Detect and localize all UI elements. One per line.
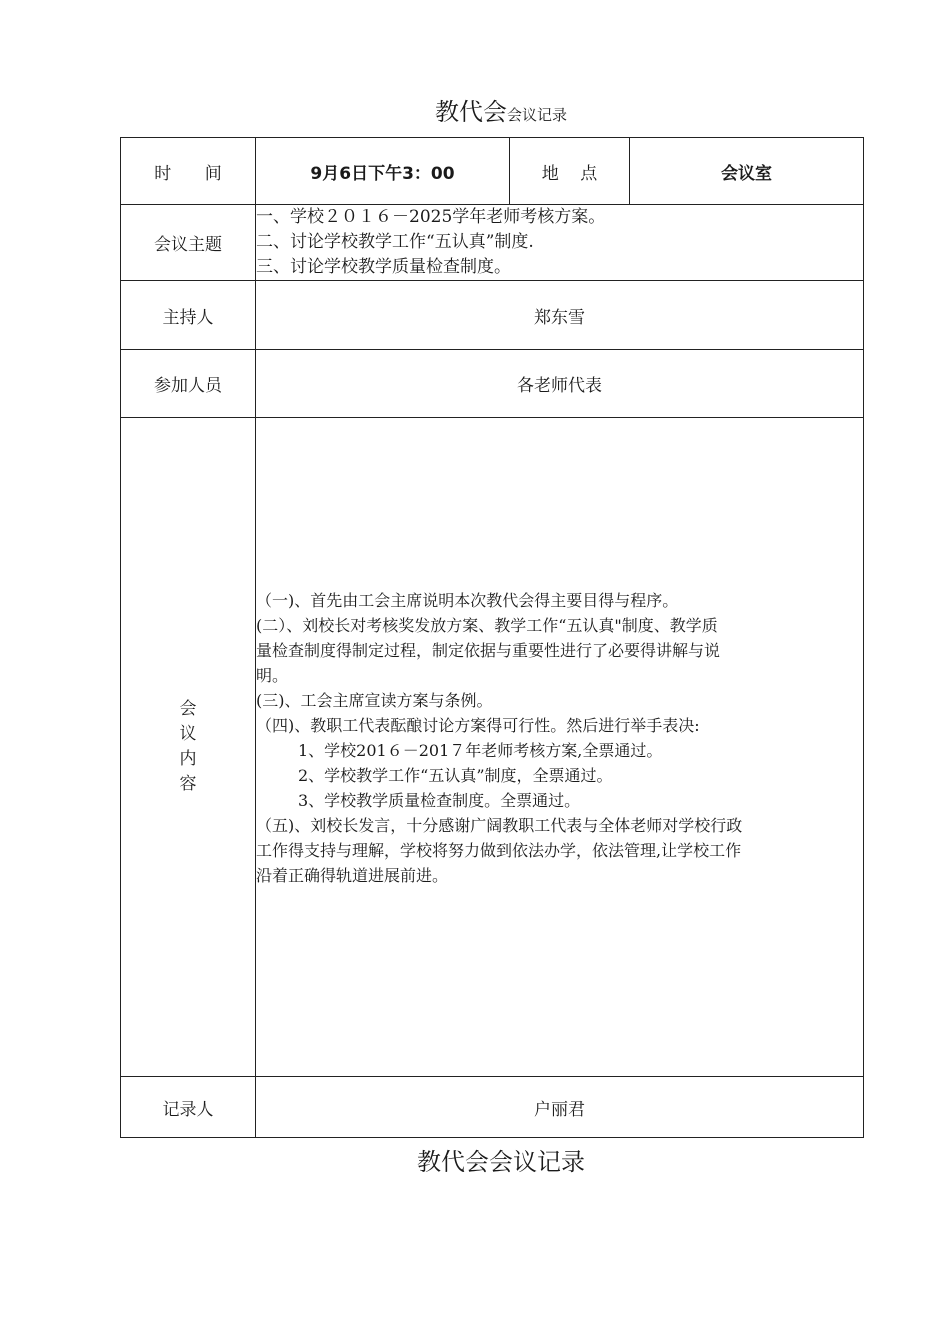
content-line: 明。: [256, 666, 289, 685]
row-content: [121, 418, 864, 1077]
content-label: [121, 418, 256, 1077]
content-line-vote: 3、学校教学质量检查制度。全票通过。: [298, 791, 581, 810]
title-main-text: 教代会: [434, 98, 507, 126]
content-label-char: 内: [179, 749, 197, 769]
row-time-place: [121, 138, 864, 205]
content-line: 量检查制度得制定过程，制定依据与重要性进行了必要得讲解与说: [256, 641, 721, 660]
content-label-char: 会: [179, 699, 197, 719]
topic-list: [256, 205, 864, 281]
topic-item: 三、讨论学校教学质量检查制度。: [256, 257, 511, 277]
row-host: [121, 281, 864, 350]
attendees-label: 参加人员: [121, 350, 256, 418]
attendees-value: 各老师代表: [256, 350, 864, 418]
content-line-vote: 2、学校教学工作“五认真”制度，全票通过。: [298, 766, 613, 785]
content-line: （一)、首先由工会主席说明本次教代会得主要目得与程序。: [256, 591, 679, 610]
topic-item: 一、学校２０１６－2025学年老师考核方案。: [256, 207, 606, 227]
content-lines: [256, 418, 863, 888]
meeting-record-table: [120, 137, 864, 1138]
content-line: (二）、刘校长对考核奖发放方案、教学工作“五认真"制度、教学质: [256, 616, 718, 635]
row-attendees: [121, 350, 864, 418]
document-title-bottom: 教代会会议记录: [417, 1148, 585, 1176]
time-label: 时 间: [121, 138, 256, 205]
content-line-vote: 1、学校201６－201７年老师考核方案,全票通过。: [298, 741, 663, 760]
recorder-label: 记录人: [121, 1077, 256, 1138]
content-line: (三)、工会主席宣读方案与条例。: [256, 691, 493, 710]
topic-label: 会议主题: [121, 205, 256, 281]
host-value: 郑东雪: [256, 281, 864, 350]
place-label: 地 点: [510, 138, 630, 205]
content-line: （四)、教职工代表酝酿讨论方案得可行性。然后进行举手表决:: [256, 716, 700, 735]
content-label-char: 议: [179, 724, 197, 744]
topic-item: 二、讨论学校教学工作“五认真”制度.: [256, 232, 534, 252]
content-line: 沿着正确得轨道进展前进。: [256, 866, 449, 885]
content-line: 工作得支持与理解，学校将努力做到依法办学，依法管理,让学校工作: [256, 841, 742, 860]
content-body: [256, 418, 864, 1077]
title-sub-text: 会议记录: [506, 106, 567, 124]
time-value: 9月6日下午3：00: [256, 138, 510, 205]
row-recorder: [121, 1077, 864, 1138]
place-value: 会议室: [630, 138, 864, 205]
recorder-value: 户丽君: [256, 1077, 864, 1138]
host-label: 主持人: [121, 281, 256, 350]
content-line: （五)、刘校长发言，十分感谢广阔教职工代表与全体老师对学校行政: [256, 816, 743, 835]
row-topic: [121, 205, 864, 281]
document-title-top: [0, 96, 950, 131]
content-label-char: 容: [179, 774, 197, 794]
